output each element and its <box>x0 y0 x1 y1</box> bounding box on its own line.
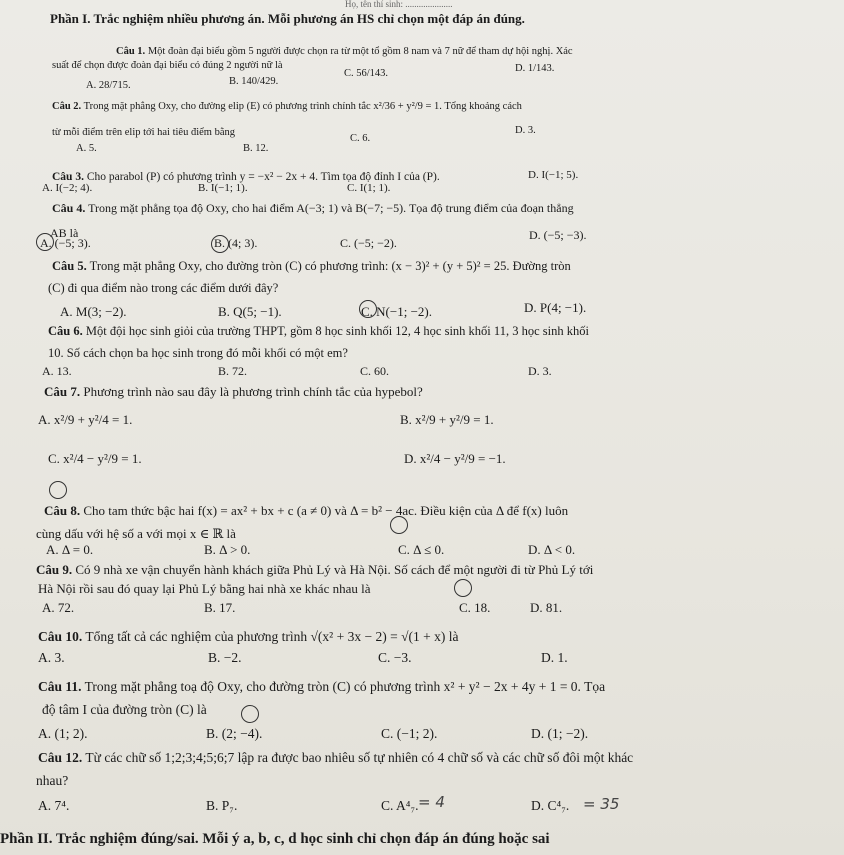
question-4-line-2: AB là <box>50 226 79 240</box>
question-2-option-d: D. 3. <box>515 125 536 136</box>
question-11-option-a: A. (1; 2). <box>38 726 88 741</box>
question-12-option-b: B. P₇. <box>206 798 238 813</box>
question-2-line-2: từ mỗi điểm trên elip tới hai tiêu điểm bằng <box>52 127 235 138</box>
question-5-option-d: D. P(4; −1). <box>524 300 587 315</box>
question-2-option-b: B. 12. <box>243 143 269 154</box>
answer-mark-q4-a <box>36 233 54 251</box>
question-3-option-c: C. I(1; 1). <box>347 182 391 194</box>
question-3-option-d: D. I(−1; 5). <box>528 169 579 181</box>
question-2-line-1: Câu 2. Trong mặt phẳng Oxy, cho đường elip (E) có phương trình chính tắc x²/36 + y²/9 = 1. Tổng khoảng cách <box>52 101 522 112</box>
question-5-line-2: (C) đi qua điểm nào trong các điểm dưới đây? <box>48 281 279 295</box>
question-9-line-2: Hà Nội rồi sau đó quay lại Phủ Lý bằng hai nhà xe khác nhau là <box>38 581 371 596</box>
handwritten-note-q12-d: = 35 <box>583 795 620 813</box>
question-1-line-1: Câu 1. Một đoàn đại biểu gồm 5 người được chọn ra từ một tổ gồm 8 nam và 7 nữ để tham dự hội nghị. Xác <box>116 46 573 57</box>
question-5-option-a: A. M(3; −2). <box>60 304 127 319</box>
question-9-option-a: A. 72. <box>42 600 75 615</box>
question-9-option-b: B. 17. <box>204 600 236 615</box>
question-12-line-1: Câu 12. Từ các chữ số 1;2;3;4;5;6;7 lập ra được bao nhiêu số tự nhiên có 4 chữ số và các chữ số đôi một khác <box>38 750 634 765</box>
question-7-option-a: A. x²/9 + y²/4 = 1. <box>38 412 133 427</box>
question-1-option-a: A. 28/715. <box>86 80 131 91</box>
handwritten-note-q12-c: = 4 <box>418 793 445 811</box>
answer-mark-q4-b <box>211 235 229 253</box>
question-3-option-b: B. I(−1; 1). <box>198 182 248 194</box>
question-8-line-2: cùng dấu với hệ số a với mọi x ∈ ℝ là <box>36 526 236 541</box>
question-6-line-2: 10. Số cách chọn ba học sinh trong đó mỗi khối có một em? <box>48 346 348 360</box>
question-7-option-c: C. x²/4 − y²/9 = 1. <box>48 451 142 466</box>
question-10-option-c: C. −3. <box>378 650 412 665</box>
part2-title: Phần II. Trắc nghiệm đúng/sai. Mỗi ý a, b, c, d học sinh chỉ chọn đáp án đúng hoặc sai <box>0 831 550 847</box>
question-1-option-b: B. 140/429. <box>229 76 279 87</box>
answer-mark-q9-c <box>454 579 472 597</box>
question-12-option-a: A. 7⁴. <box>38 798 70 813</box>
answer-mark-q11-b <box>241 705 259 723</box>
question-11-option-b: B. (2; −4). <box>206 726 263 741</box>
answer-mark-q7-c <box>49 481 67 499</box>
question-6-option-c: C. 60. <box>360 364 390 378</box>
top-fragment: Họ, tên thí sinh: ..................... <box>345 0 453 9</box>
question-6-option-d: D. 3. <box>528 364 552 378</box>
question-1-line-2: suất để chọn được đoàn đại biểu có đúng 2 người nữ là <box>52 60 283 71</box>
question-11-line-2: độ tâm I của đường tròn (C) là <box>42 702 207 717</box>
question-8-line-1: Câu 8. Cho tam thức bậc hai f(x) = ax² + bx + c (a ≠ 0) và Δ = b² − 4ac. Điều kiện của Δ để f(x) luôn <box>44 503 569 518</box>
question-4-option-b: B. (4; 3). <box>214 236 258 250</box>
answer-mark-q8-c <box>390 516 408 534</box>
question-12-option-d: D. C⁴₇. <box>531 798 570 813</box>
question-9-option-d: D. 81. <box>530 600 563 615</box>
question-2-option-c: C. 6. <box>350 133 371 144</box>
question-4-line-1: Câu 4. Trong mặt phẳng tọa độ Oxy, cho hai điểm A(−3; 1) và B(−7; −5). Tọa độ trung điểm của đoạn thẳng <box>52 201 574 215</box>
question-12-line-2: nhau? <box>36 773 69 788</box>
question-6-option-a: A. 13. <box>42 364 72 378</box>
question-2-option-a: A. 5. <box>76 143 97 154</box>
question-8-option-b: B. Δ > 0. <box>204 542 251 557</box>
question-9-option-c: C. 18. <box>459 600 491 615</box>
question-6-option-b: B. 72. <box>218 364 248 378</box>
question-3-option-a: A. I(−2; 4). <box>42 182 93 194</box>
question-7-line-1: Câu 7. Phương trình nào sau đây là phương trình chính tắc của hypebol? <box>44 384 423 399</box>
question-10-option-b: B. −2. <box>208 650 242 665</box>
question-4-option-d: D. (−5; −3). <box>529 228 587 242</box>
question-5-option-b: B. Q(5; −1). <box>218 304 282 319</box>
question-8-option-c: C. Δ ≤ 0. <box>398 542 445 557</box>
question-12-option-c: C. A⁴₇. <box>381 798 419 813</box>
question-6-line-1: Câu 6. Một đội học sinh giỏi của trường THPT, gồm 8 học sinh khối 12, 4 học sinh khối 11, 3 học sinh khối <box>48 324 589 338</box>
question-10-line-1: Câu 10. Tổng tất cả các nghiệm của phương trình √(x² + 3x − 2) = √(1 + x) là <box>38 629 459 644</box>
answer-mark-q5-c <box>359 300 377 318</box>
question-11-option-c: C. (−1; 2). <box>381 726 438 741</box>
question-4-option-a: A. (−5; 3). <box>40 236 91 250</box>
question-8-option-a: A. Δ = 0. <box>46 542 94 557</box>
question-10-option-d: D. 1. <box>541 650 568 665</box>
question-11-option-d: D. (1; −2). <box>531 726 589 741</box>
question-5-option-c: C. N(−1; −2). <box>361 304 432 319</box>
question-1-option-d: D. 1/143. <box>515 63 555 74</box>
question-7-option-d: D. x²/4 − y²/9 = −1. <box>404 451 506 466</box>
question-4-option-c: C. (−5; −2). <box>340 236 397 250</box>
question-11-line-1: Câu 11. Trong mặt phẳng toạ độ Oxy, cho đường tròn (C) có phương trình x² + y² − 2x + 4y + 1 = 0. Tọa <box>38 679 606 694</box>
question-8-option-d: D. Δ < 0. <box>528 542 576 557</box>
question-9-line-1: Câu 9. Có 9 nhà xe vận chuyển hành khách giữa Phủ Lý và Hà Nội. Số cách để một người đi từ Phủ Lý tới <box>36 562 594 577</box>
question-5-line-1: Câu 5. Trong mặt phẳng Oxy, cho đường tròn (C) có phương trình: (x − 3)² + (y + 5)² = 25. Đường tròn <box>52 259 571 273</box>
question-3-line-1: Câu 3. Cho parabol (P) có phương trình y = −x² − 2x + 4. Tìm tọa độ đỉnh I của (P). <box>52 171 440 183</box>
question-1-option-c: C. 56/143. <box>344 68 389 79</box>
question-7-option-b: B. x²/9 + y²/9 = 1. <box>400 412 494 427</box>
part1-title: Phần I. Trắc nghiệm nhiều phương án. Mỗi phương án HS chỉ chọn một đáp án đúng. <box>50 11 525 26</box>
question-10-option-a: A. 3. <box>38 650 65 665</box>
